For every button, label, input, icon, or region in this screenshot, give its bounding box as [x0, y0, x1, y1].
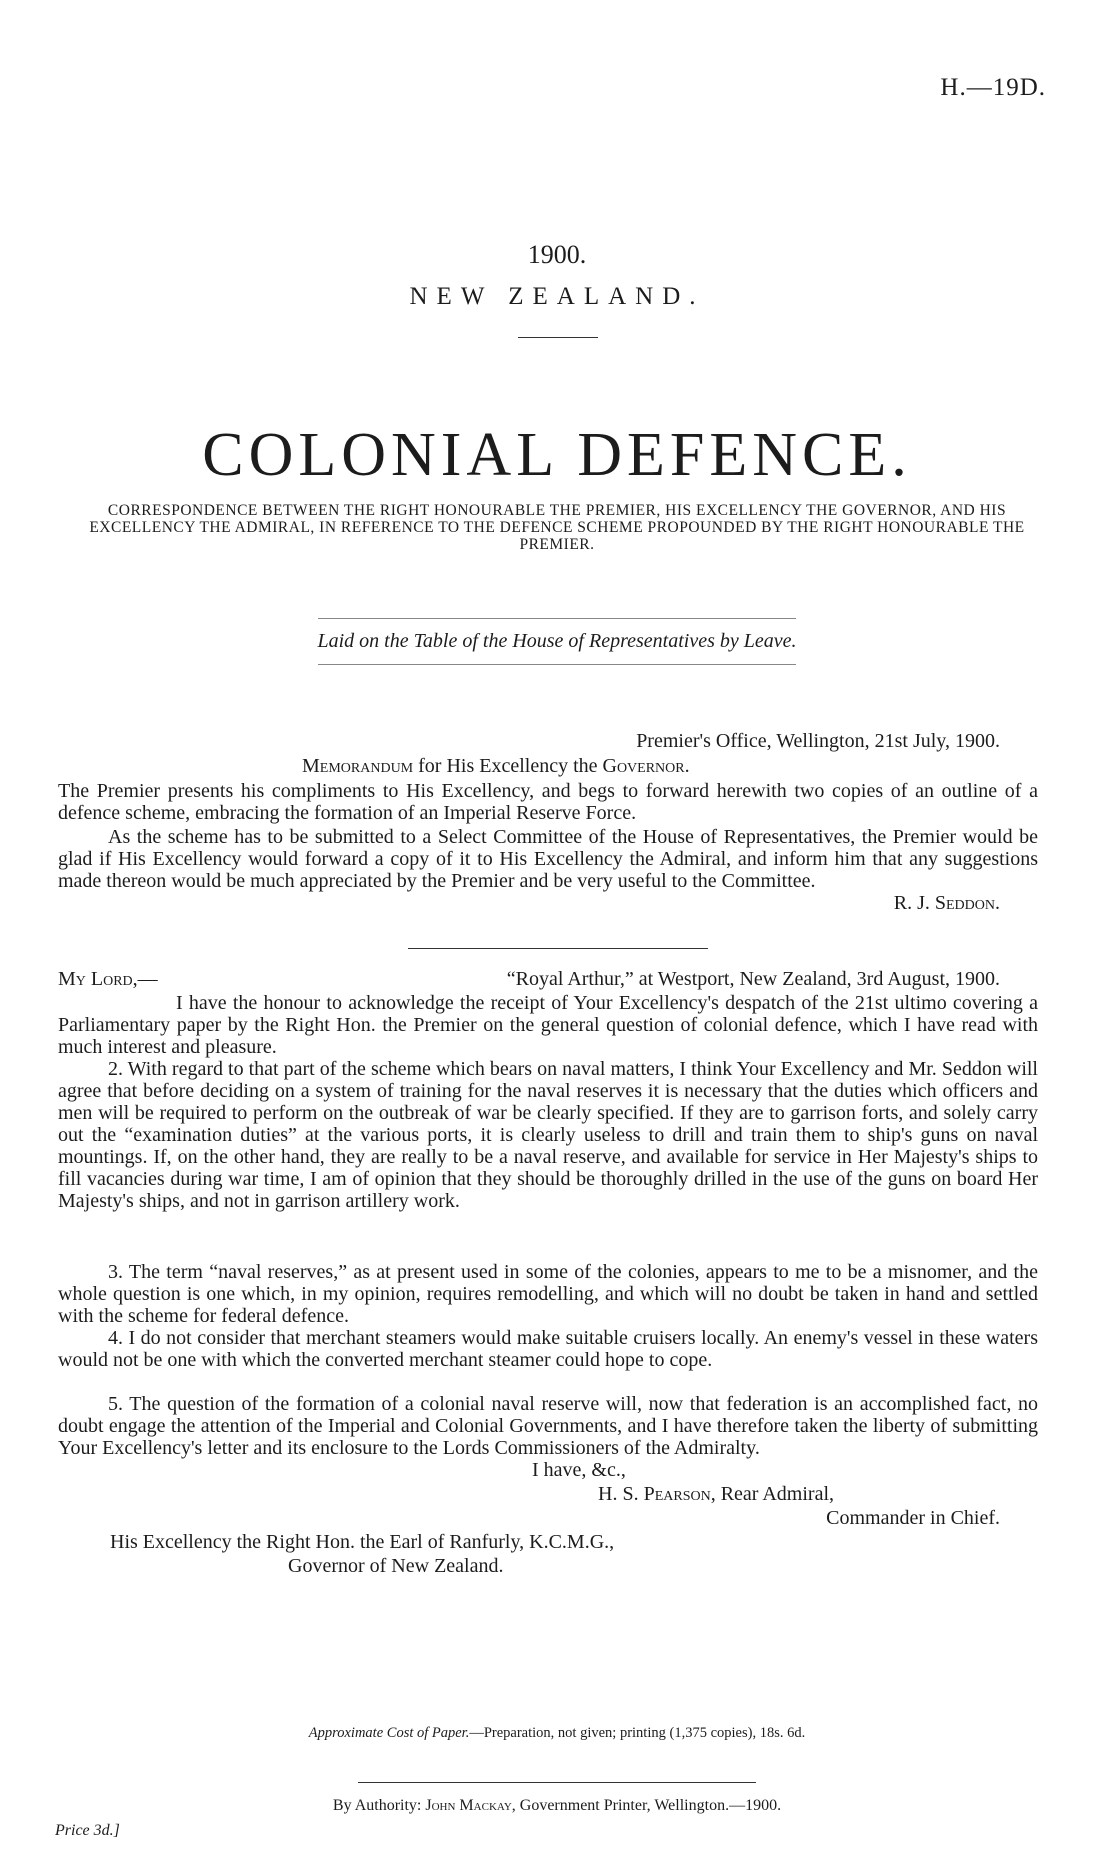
memo-paragraph-1-text: The Premier presents his compliments to His Excellency, and begs to forward herewith two copies of an outline of a defence scheme, embracing the formation of an Imperial Reserve Force.	[58, 780, 1038, 824]
letter-addressee-line-2: Governor of New Zealand.	[288, 1555, 504, 1577]
cost-text: —Preparation, not given; printing (1,375 copies), 18s. 6d.	[469, 1725, 806, 1741]
document-year: 1900.	[527, 240, 587, 269]
laid-top-rule	[318, 618, 796, 619]
authority-line	[0, 1797, 1114, 1815]
letter-paragraph-2: 2. With regard to that part of the scheme which bears on naval matters, I think Your Excellency and Mr. Seddon will agree that before deciding on a system of training for the naval reserves it is necessary that the duties which officers and men will be required to perform on the outbreak of war be clearly specified. If they are to garrison forts, and solely carry out the “examination duties” at the various ports, it is clearly useless to drill and train them to ship's guns on naval mountings. If, on the other hand, they are really to be a naval reserve, and available for service in Her Majesty's ships to fill vacancies during war time, I am of opinion that they should be thoroughly drilled in the use of the guns on board Her Majesty's ships, and not in garrison artillery work.	[58, 1058, 1038, 1212]
memo-heading-prefix: Memorandum	[302, 755, 414, 777]
memo-place-date: Premier's Office, Wellington, 21st July, 1900.	[636, 730, 1000, 752]
masthead-divider	[518, 337, 598, 338]
memo-heading	[302, 755, 690, 777]
letter-paragraph-3: 3. The term “naval reserves,” as at present used in some of the colonies, appears to me to be a misnomer, and the whole question is one which, in my opinion, requires remodelling, and which will no doubt be taken in hand and settled with the scheme for federal defence.	[58, 1261, 1038, 1327]
document-subtitle: CORRESPONDENCE BETWEEN THE RIGHT HONOURABLE THE PREMIER, HIS EXCELLENCY THE GOVERNOR, AND HIS EXCELLENCY THE ADMIRAL, IN REFERENCE TO THE DEFENCE SCHEME PROPOUNDED BY THE RIGHT HONOURABLE THE PREMIER.	[89, 502, 1025, 553]
country-heading: NEW ZEALAND.	[409, 283, 705, 310]
letter-signer-title: Commander in Chief.	[826, 1507, 1000, 1529]
memo-heading-rest: for His Excellency the	[418, 755, 598, 777]
authority-rest: Government Printer, Wellington.—1900.	[519, 1797, 782, 1814]
cost-note	[0, 1725, 1114, 1742]
memo-paragraph-1	[58, 780, 1038, 824]
document-reference: H.—19D.	[940, 74, 1046, 101]
memo-paragraph-2-text: As the scheme has to be submitted to a Select Committee of the House of Representatives, the Premier would be glad if His Excellency would forward a copy of it to His Excellency the Admiral, and inform him that any suggestions made thereon would be much appreciated by the Premier and be very useful to the Committee.	[58, 826, 1038, 892]
letter-paragraph-5: 5. The question of the formation of a colonial naval reserve will, now that federation is an accomplished fact, no doubt engage the attention of the Imperial and Colonial Governments, and I have therefore taken the liberty of submitting Your Excellency's letter and its enclosure to the Lords Commissioners of the Admiralty.	[58, 1393, 1038, 1459]
letter-signer	[598, 1483, 834, 1505]
memo-paragraph-2	[58, 826, 1038, 892]
laid-on-table-note: Laid on the Table of the House of Representatives by Leave.	[317, 630, 797, 652]
letter-addressee-line-1: His Excellency the Right Hon. the Earl of Ranfurly, K.C.M.G.,	[110, 1531, 615, 1553]
authority-prefix: By Authority:	[332, 1797, 422, 1814]
letter-place-date: “Royal Arthur,” at Westport, New Zealand, 3rd August, 1900.	[506, 968, 1000, 990]
document-title: COLONIAL DEFENCE.	[202, 421, 912, 489]
letter-signer-rank: Rear Admiral,	[720, 1483, 835, 1505]
letter-paragraph-1: I have the honour to acknowledge the receipt of Your Excellency's despatch of the 21st ultimo covering a Parliamentary paper by the Right Hon. the Premier on the general question of colonial defence, which I have read with much interest and pleasure.	[58, 992, 1038, 1058]
memo-signature: R. J. Seddon.	[893, 892, 1000, 914]
memo-divider	[408, 948, 708, 949]
letter-signer-name: H. S. Pearson,	[598, 1483, 716, 1505]
letter-closing: I have, &c.,	[532, 1459, 626, 1481]
cost-label: Approximate Cost of Paper.	[308, 1725, 470, 1741]
authority-name: John Mackay,	[425, 1797, 516, 1814]
laid-bottom-rule	[318, 664, 796, 665]
memo-heading-end: Governor.	[602, 755, 690, 777]
authority-rule	[358, 1782, 756, 1783]
letter-salutation: My Lord,—	[58, 968, 158, 990]
letter-paragraph-4: 4. I do not consider that merchant steamers would make suitable cruisers locally. An enemy's vessel in these waters would not be one with which the converted merchant steamer could hope to cope.	[58, 1327, 1038, 1371]
price-label: Price 3d.]	[55, 1822, 120, 1839]
